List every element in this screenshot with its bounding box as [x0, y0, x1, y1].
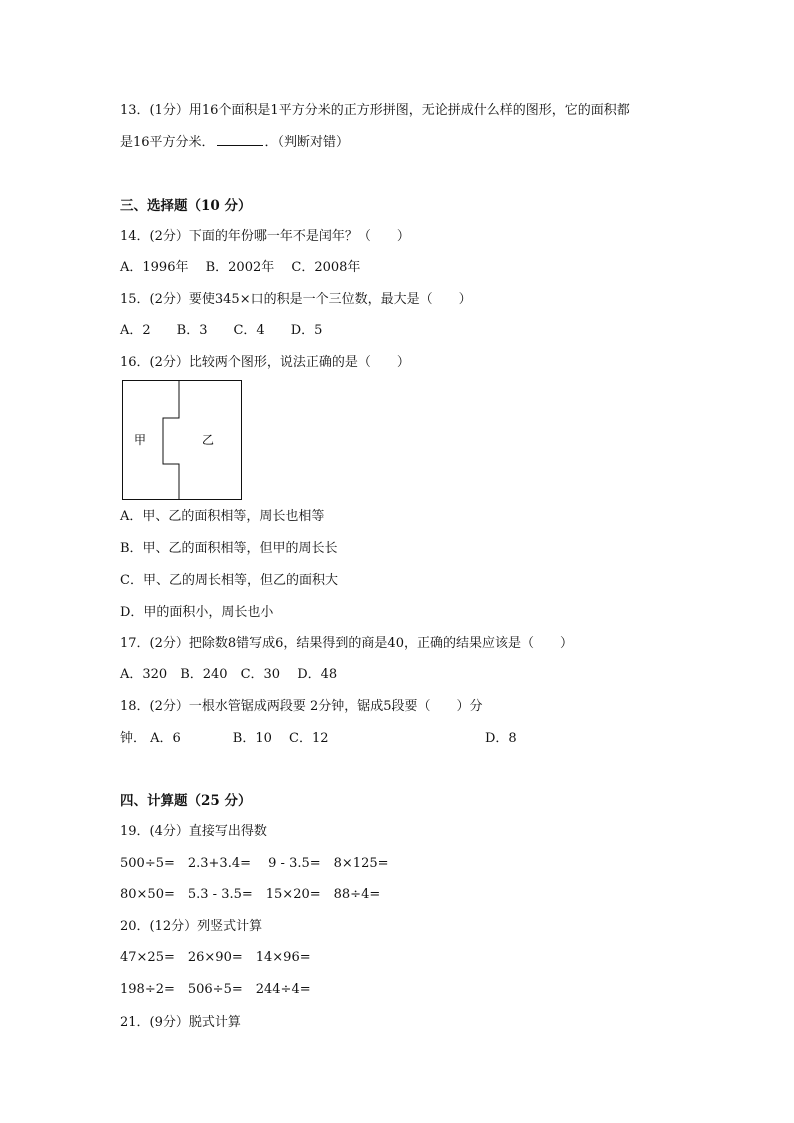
figure-label-jia: 甲 — [134, 433, 147, 447]
figure-label-yi: 乙 — [202, 433, 215, 447]
q21-stem: 21．(9分）脱式计算 — [120, 1015, 241, 1030]
section3-heading: 三、选择题（10 分） — [120, 198, 252, 214]
q18-option-d: D．8 — [485, 731, 517, 746]
q20-stem: 20．(12分）列竖式计算 — [120, 919, 263, 934]
q16-stem: 16．(2分）比较两个图形，说法正确的是（ ） — [120, 355, 410, 370]
q18-line2: 钟． A．6 B．10 C．12 — [120, 731, 329, 746]
q20-row2: 198÷2= 506÷5= 244÷4= — [120, 982, 311, 997]
figure-divider — [163, 381, 179, 500]
q16-option-c: C．甲、乙的周长相等，但乙的面积大 — [120, 573, 338, 588]
q13-text-pre: 是16平方分米． — [120, 135, 215, 150]
q20-row1: 47×25= 26×90= 14×96= — [120, 950, 311, 965]
q14-options: A．1996年 B．2002年 C．2008年 — [120, 260, 361, 275]
q13-line1: 13．(1分）用16个面积是1平方分米的正方形拼图，无论拼成什么样的图形，它的面积都 — [120, 103, 630, 118]
q18-stem: 18．(2分）一根水管锯成两段要 2分钟，锯成5段要（ ）分 — [120, 699, 483, 714]
q13-line2 — [120, 133, 349, 153]
q16-figure — [122, 380, 244, 502]
q17-options: A．320 B．240 C．30 D．48 — [120, 667, 338, 682]
q17-stem: 17．(2分）把除数8错写成6，结果得到的商是40，正确的结果应该是（ ） — [120, 636, 573, 651]
q19-row1: 500÷5= 2.3+3.4= 9 - 3.5= 8×125= — [120, 856, 389, 871]
q13-answer-blank[interactable] — [217, 133, 263, 146]
q16-option-b: B．甲、乙的面积相等，但甲的周长长 — [120, 541, 338, 556]
q19-stem: 19．(4分）直接写出得数 — [120, 824, 267, 839]
q15-options: A．2 B．3 C．4 D．5 — [120, 323, 323, 338]
q15-stem: 15．(2分）要使345×口的积是一个三位数，最大是（ ） — [120, 292, 472, 307]
q13-text-post: ．（判断对错） — [264, 135, 350, 150]
q16-option-a: A．甲、乙的面积相等，周长也相等 — [120, 509, 325, 524]
q19-row2: 80×50= 5.3 - 3.5= 15×20= 88÷4= — [120, 887, 381, 902]
section4-heading: 四、计算题（25 分） — [120, 793, 252, 809]
q16-option-d: D．甲的面积小，周长也小 — [120, 605, 274, 620]
q14-stem: 14．(2分）下面的年份哪一年不是闰年？（ ） — [120, 229, 410, 244]
